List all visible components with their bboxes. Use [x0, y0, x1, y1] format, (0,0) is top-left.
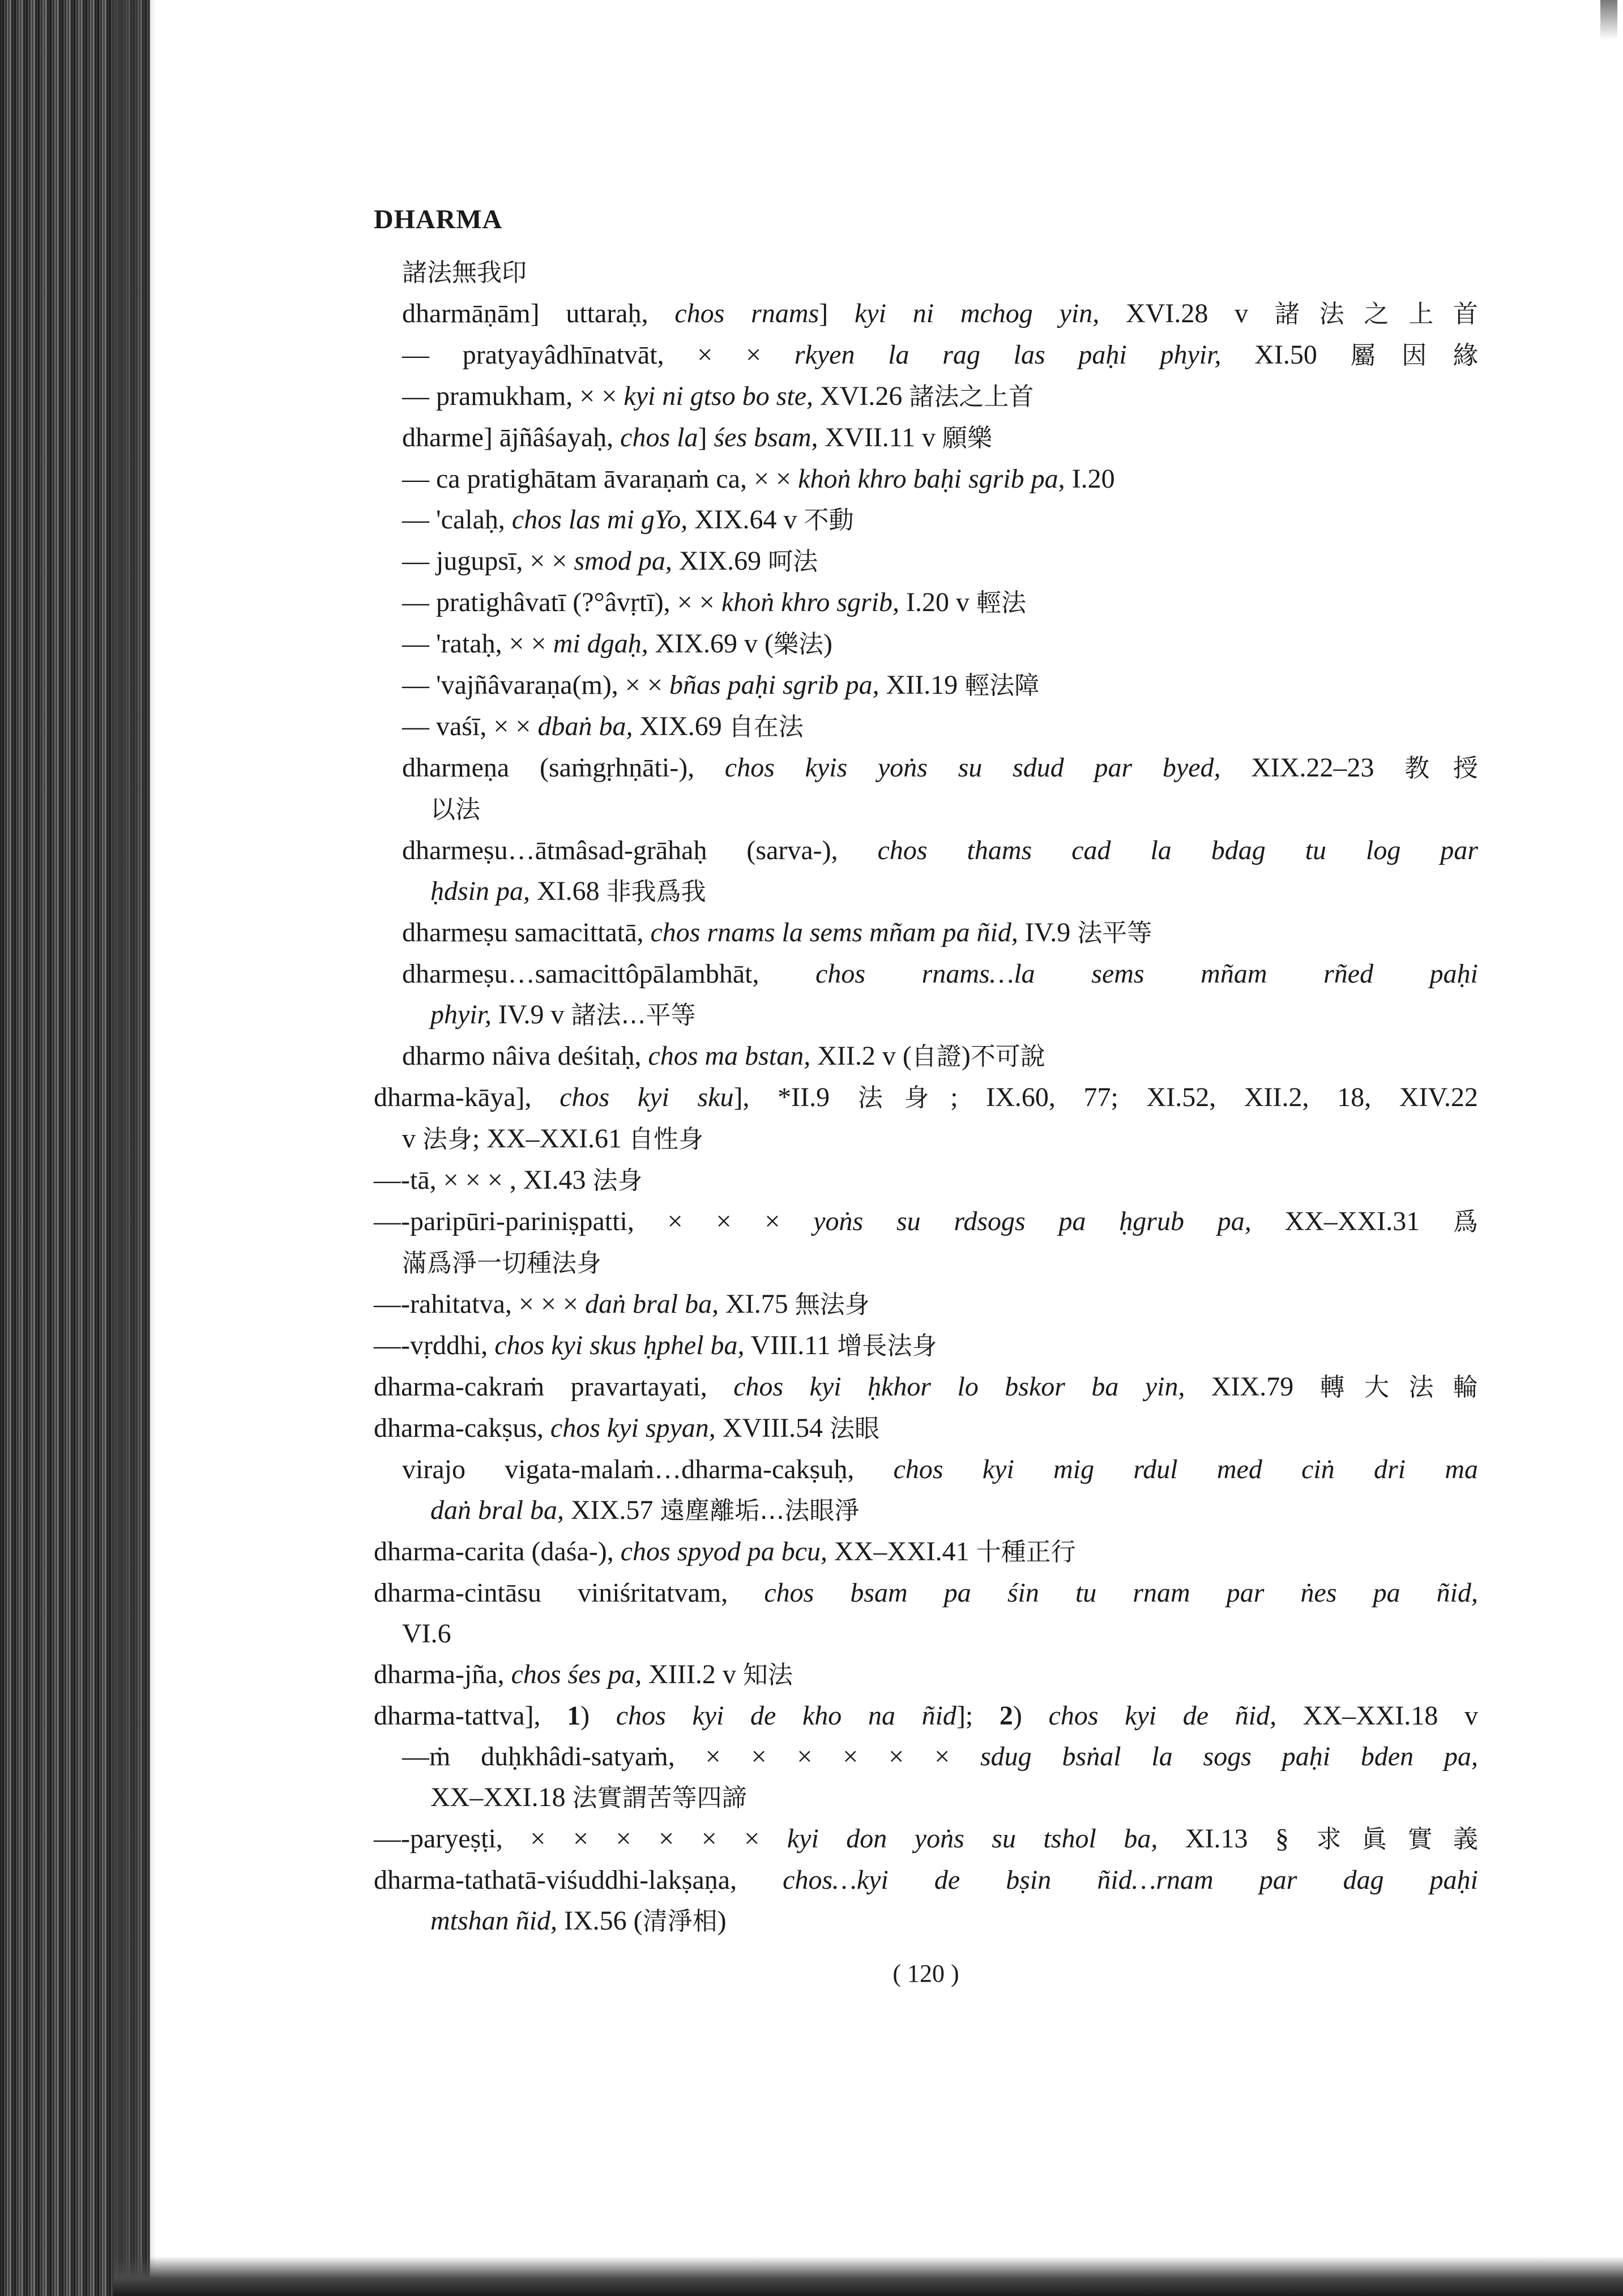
- sanskrit-text: XI.50: [1221, 340, 1351, 370]
- sanskrit-text: XX–XXI.41: [827, 1537, 976, 1567]
- entry-line: [374, 376, 1478, 417]
- sanskrit-text: XIX.69: [672, 546, 768, 576]
- sanskrit-text: XIX.64 v: [687, 505, 804, 535]
- tibetan-term: chos rnams: [674, 298, 819, 328]
- entry-line: [374, 789, 1478, 830]
- sanskrit-text: — 'rataḥ, × ×: [402, 629, 553, 659]
- tibetan-term: khoṅ khro baḥi sgrib pa,: [798, 464, 1065, 494]
- sanskrit-text: —ṁ duḥkhâdi-satyaṁ, × × × × × ×: [402, 1742, 980, 1772]
- sanskrit-text: ; XX–XXI.61: [472, 1124, 629, 1154]
- entry-line: [374, 335, 1478, 376]
- chinese-gloss: 願樂: [942, 424, 992, 453]
- chinese-gloss: 自證: [911, 1042, 962, 1071]
- sanskrit-text: — ca pratighātam āvaraṇaṁ ca, × ×: [402, 464, 798, 494]
- tibetan-term: kyi ni mchog yin,: [854, 298, 1100, 328]
- sanskrit-text: XIX.79: [1185, 1372, 1320, 1402]
- entry-line: [374, 1860, 1478, 1901]
- sanskrit-text: dharma-carita (daśa-),: [374, 1537, 621, 1567]
- tibetan-term: chos kyi sku: [559, 1082, 734, 1112]
- sanskrit-text: dharma-jña,: [374, 1659, 511, 1689]
- entry-line: [374, 541, 1478, 582]
- tibetan-term: daṅ bral ba,: [585, 1289, 719, 1319]
- sanskrit-text: dharmo nâiva deśitaḥ,: [402, 1041, 648, 1071]
- entry-line: [374, 1573, 1478, 1614]
- sanskrit-text: I.20 v: [899, 587, 976, 617]
- sanskrit-text: — pratyayâdhīnatvāt, × ×: [402, 340, 795, 370]
- sanskrit-text: XII.2 v (: [810, 1041, 912, 1071]
- entry-line: [374, 1736, 1478, 1777]
- sanskrit-text: IV.9: [1018, 917, 1078, 948]
- sanskrit-text: ): [1013, 1701, 1049, 1731]
- sanskrit-text: — jugupsī, × ×: [402, 546, 574, 576]
- sanskrit-text: XIX.69: [633, 711, 729, 741]
- sanskrit-text: — pramukham, × ×: [402, 381, 624, 411]
- sanskrit-text: ]: [698, 423, 714, 453]
- entry-line: [374, 1160, 1478, 1201]
- sanskrit-text: XIX.69 v (: [648, 629, 774, 659]
- entry-line: [374, 1614, 1478, 1654]
- sanskrit-text: XX–XXI.31: [1251, 1206, 1453, 1236]
- sanskrit-text: —-paryeṣṭi, × × × × × ×: [374, 1824, 787, 1854]
- chinese-gloss: 自在法: [728, 712, 804, 741]
- scan-corner-mark: [1600, 0, 1617, 40]
- entry-line: [374, 1408, 1478, 1449]
- sanskrit-text: — pratighâvatī (?°âvṛtī), × ×: [402, 587, 721, 617]
- entry-line: [374, 582, 1478, 624]
- page-bottom-shadow: [113, 2256, 1623, 2296]
- entry-line: [374, 871, 1478, 912]
- entry-line: [374, 1036, 1478, 1077]
- tibetan-term: chos kyi de kho na ñid: [616, 1701, 956, 1731]
- sanskrit-text: dharma-tathatā-viśuddhi-lakṣaṇa,: [374, 1865, 783, 1895]
- chinese-gloss: 諸法…平等: [571, 1001, 696, 1030]
- chinese-gloss: 非我爲我: [606, 877, 706, 906]
- entry-line: [374, 417, 1478, 459]
- tibetan-term: rkyen la rag las paḥi phyir,: [794, 340, 1221, 370]
- tibetan-term: chos las mi gYo,: [511, 505, 688, 535]
- sanskrit-text: virajo vigata-malaṁ…dharma-cakṣuḥ,: [402, 1454, 894, 1484]
- chinese-gloss: 不可說: [970, 1042, 1045, 1071]
- entry-line: [374, 1367, 1478, 1408]
- entry-line: [374, 1819, 1478, 1860]
- entry-line: [374, 459, 1478, 500]
- sanskrit-text: ], *II.9: [733, 1082, 858, 1112]
- entry-line: [374, 1449, 1478, 1490]
- entry-line: [374, 1654, 1478, 1696]
- chinese-gloss: 輕法: [976, 588, 1026, 617]
- sanskrit-text: XIX.22–23: [1220, 753, 1405, 783]
- tibetan-term: chos rnams…la sems mñam rñed paḥi: [815, 959, 1479, 989]
- tibetan-term: smod pa,: [574, 546, 672, 576]
- sanskrit-text: XVII.11 v: [818, 423, 942, 453]
- sanskrit-text: XX–XXI.18: [430, 1782, 573, 1812]
- tibetan-term: phyir,: [430, 1000, 492, 1030]
- sanskrit-text: IV.9 v: [492, 1000, 571, 1030]
- entry-list: [374, 252, 1478, 1942]
- chinese-gloss: 法眼: [830, 1414, 880, 1443]
- sanskrit-text: dharmeṣu samacittatā,: [402, 917, 651, 948]
- chinese-gloss: 不動: [804, 506, 854, 535]
- entry-line: [374, 1696, 1478, 1736]
- entry-line: [374, 1119, 1478, 1160]
- sanskrit-text: dharmeṇa (saṁgṛhṇāti-),: [402, 753, 725, 783]
- sanskrit-text: XI.75: [719, 1289, 795, 1319]
- entry-line: [374, 1901, 1478, 1942]
- sanskrit-text: dharme] ājñâśayaḥ,: [402, 423, 621, 453]
- sanskrit-text: 2: [999, 1701, 1013, 1731]
- entry-line: [374, 1490, 1478, 1531]
- tibetan-term: śes bsam,: [714, 423, 818, 453]
- chinese-gloss: 清淨相: [642, 1907, 717, 1936]
- chinese-gloss: 自性身: [628, 1125, 703, 1154]
- entry-line: [374, 954, 1478, 995]
- sanskrit-text: ): [961, 1041, 971, 1071]
- entry-line: [374, 252, 1478, 293]
- chinese-gloss: 滿爲淨一切種法身: [402, 1249, 601, 1278]
- entry-line: [374, 1201, 1478, 1243]
- chinese-gloss: 諸法無我印: [402, 258, 527, 287]
- tibetan-term: ḥdsin pa,: [430, 876, 531, 906]
- entry-line: [374, 830, 1478, 871]
- sanskrit-text: ]: [819, 298, 855, 328]
- sanskrit-text: XIX.57: [564, 1495, 660, 1525]
- tibetan-term: daṅ bral ba,: [430, 1495, 565, 1525]
- sanskrit-text: XVI.26: [813, 381, 909, 411]
- tibetan-term: sdug bsṅal la sogs paḥi bden pa,: [980, 1742, 1479, 1772]
- sanskrit-text: ): [823, 629, 832, 659]
- spine-shadow: [113, 0, 156, 2296]
- sanskrit-text: XIII.2 v: [642, 1659, 743, 1689]
- sanskrit-text: ): [717, 1906, 727, 1936]
- sanskrit-text: — 'calaḥ,: [402, 505, 512, 535]
- sanskrit-text: —-paripūri-pariniṣpatti, × × ×: [374, 1206, 814, 1236]
- chinese-gloss: 法實謂苦等四諦: [572, 1783, 747, 1812]
- sanskrit-text: dharma-cintāsu viniśritatvam,: [374, 1578, 764, 1608]
- tibetan-term: chos kyis yoṅs su sdud par byed,: [724, 753, 1221, 783]
- entry-line: [374, 995, 1478, 1036]
- sanskrit-text: dharma-cakṣus,: [374, 1413, 550, 1443]
- sanskrit-text: I.20: [1065, 464, 1115, 494]
- sanskrit-text: dharma-cakraṁ pravartayati,: [374, 1372, 734, 1402]
- page-number: ( 120 ): [892, 1960, 959, 1987]
- entry-line: [374, 748, 1478, 789]
- tibetan-term: chos bsam pa śin tu rnam par ṅes pa ñid,: [764, 1578, 1478, 1608]
- tibetan-term: chos kyi de ñid,: [1048, 1701, 1277, 1731]
- chinese-gloss: 諸法之上首: [909, 382, 1034, 411]
- chinese-gloss: 法身: [857, 1083, 951, 1112]
- entry-line: [374, 624, 1478, 665]
- sanskrit-text: —-rahitatva, × × ×: [374, 1289, 586, 1319]
- chinese-gloss: 法身: [422, 1125, 472, 1154]
- entry-line: [374, 912, 1478, 954]
- sanskrit-text: XX–XXI.18 v: [1276, 1701, 1479, 1731]
- tibetan-term: chos kyi spyan,: [550, 1413, 716, 1443]
- sanskrit-text: —-vṛddhi,: [374, 1330, 495, 1360]
- sanskrit-text: XI.68: [530, 876, 607, 906]
- tibetan-term: dbaṅ ba,: [537, 711, 633, 741]
- tibetan-term: bñas paḥi sgrib pa,: [669, 670, 879, 700]
- chinese-gloss: 求眞實義: [1316, 1825, 1478, 1854]
- chinese-gloss: 屬因緣: [1350, 341, 1479, 370]
- sanskrit-text: XI.13 §: [1158, 1824, 1317, 1854]
- section-heading: DHARMA: [374, 204, 503, 234]
- sanskrit-text: XVI.28 v: [1099, 298, 1275, 328]
- tibetan-term: khoṅ khro sgrib,: [721, 587, 900, 617]
- tibetan-term: chos ma bstan,: [648, 1041, 811, 1071]
- sanskrit-text: XVIII.54: [715, 1413, 830, 1443]
- chinese-gloss: 十種正行: [976, 1538, 1076, 1567]
- chinese-gloss: 法身: [592, 1166, 643, 1195]
- chinese-gloss: 法平等: [1077, 919, 1152, 948]
- sanskrit-text: ];: [956, 1701, 1000, 1731]
- tibetan-term: chos kyi skus ḥphel ba,: [494, 1330, 745, 1360]
- chinese-gloss: 樂法: [774, 630, 824, 659]
- chinese-gloss: 以法: [430, 795, 480, 824]
- chinese-gloss: 教授: [1404, 754, 1479, 783]
- entry-line: [374, 665, 1478, 706]
- entry-line: [374, 1531, 1478, 1573]
- entry-line: [374, 1325, 1478, 1367]
- chinese-gloss: 輕法障: [964, 671, 1040, 700]
- entry-line: [374, 500, 1478, 541]
- tibetan-term: chos kyi ḥkhor lo bskor ba yin,: [733, 1372, 1185, 1402]
- dictionary-page: [374, 204, 1479, 1987]
- chinese-gloss: 增長法身: [837, 1331, 937, 1360]
- entry-line: [374, 1077, 1478, 1119]
- chinese-gloss: 諸法之上首: [1274, 300, 1479, 328]
- sanskrit-text: — 'vajñâvaraṇa(m), × ×: [402, 670, 669, 700]
- chinese-gloss: 無法身: [795, 1290, 870, 1319]
- tibetan-term: chos la: [620, 423, 698, 453]
- entry-line: [374, 1243, 1478, 1284]
- entry-line: [374, 1777, 1478, 1819]
- entry-line: [374, 706, 1478, 748]
- sanskrit-text: dharmāṇām] uttaraḥ,: [402, 298, 675, 328]
- sanskrit-text: IX.56 (: [557, 1906, 643, 1936]
- entry-line: [374, 293, 1478, 335]
- tibetan-term: chos rnams la sems mñam pa ñid,: [650, 917, 1018, 948]
- chinese-gloss: 知法: [742, 1661, 793, 1689]
- sanskrit-text: — vaśī, × ×: [402, 711, 538, 741]
- chinese-gloss: 轉大法輪: [1319, 1373, 1479, 1402]
- tibetan-term: yoṅs su rdsogs pa ḥgrub pa,: [813, 1206, 1252, 1236]
- sanskrit-text: 1: [567, 1701, 581, 1731]
- chinese-gloss: 呵法: [768, 547, 818, 576]
- chinese-gloss: 遠塵離垢…法眼淨: [660, 1496, 860, 1525]
- sanskrit-text: dharmeṣu…ātmâsad-grāhaḥ (sarva-),: [402, 835, 878, 865]
- tibetan-term: chos…kyi de bṣin ñid…rnam par dag paḥi: [783, 1865, 1478, 1895]
- tibetan-term: mtshan ñid,: [430, 1906, 558, 1936]
- sanskrit-text: VIII.11: [744, 1330, 838, 1360]
- sanskrit-text: ; IX.60, 77; XI.52, XII.2, 18, XIV.22: [950, 1082, 1479, 1112]
- chinese-gloss: 爲: [1453, 1207, 1478, 1236]
- sanskrit-text: dharma-tattva],: [374, 1701, 567, 1731]
- sanskrit-text: dharma-kāya],: [374, 1082, 560, 1112]
- entry-line: [374, 1284, 1478, 1325]
- sanskrit-text: XII.19: [879, 670, 965, 700]
- sanskrit-text: ): [580, 1701, 616, 1731]
- sanskrit-text: dharmeṣu…samacittôpālambhāt,: [402, 959, 816, 989]
- tibetan-term: mi dgaḥ,: [553, 629, 648, 659]
- tibetan-term: kyi ni gtso bo ste,: [623, 381, 814, 411]
- tibetan-term: chos śes pa,: [511, 1659, 642, 1689]
- sanskrit-text: VI.6: [402, 1619, 451, 1649]
- sanskrit-text: —-tā, × × × , XI.43: [374, 1165, 593, 1195]
- sanskrit-text: v: [402, 1124, 422, 1154]
- tibetan-term: chos kyi mig rdul med ciṅ dri ma: [893, 1454, 1479, 1484]
- tibetan-term: kyi don yoṅs su tshol ba,: [787, 1824, 1158, 1854]
- tibetan-term: chos thams cad la bdag tu log par: [877, 835, 1478, 865]
- tibetan-term: chos spyod pa bcu,: [620, 1537, 828, 1567]
